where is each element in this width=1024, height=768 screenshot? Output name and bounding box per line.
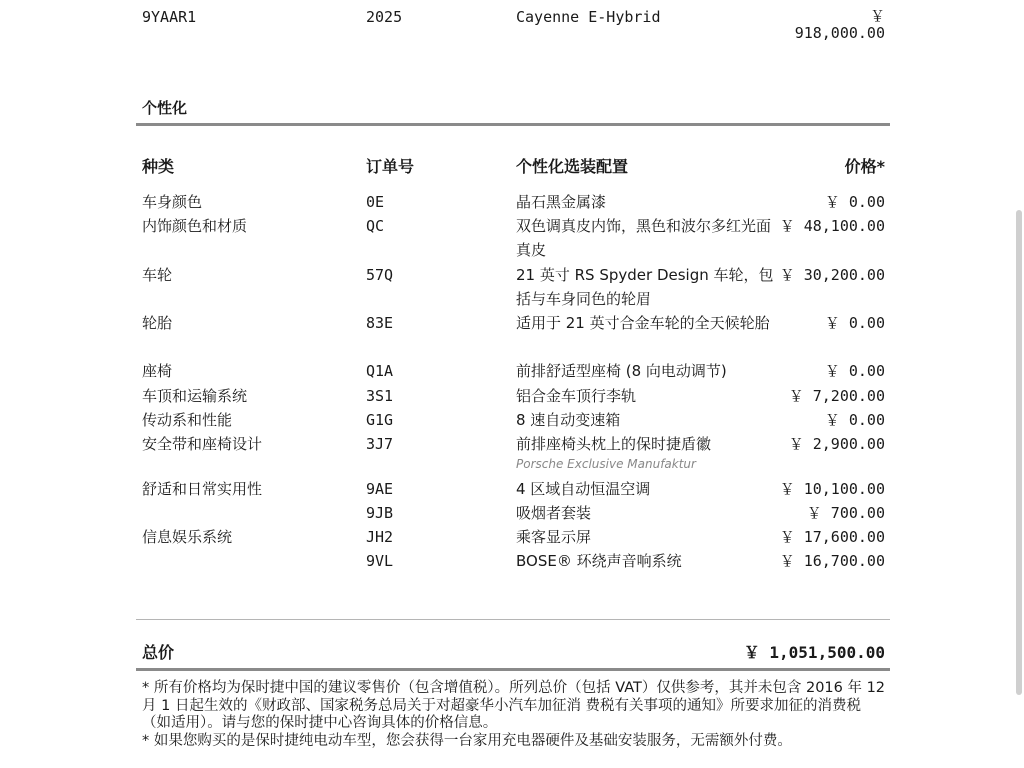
option-config (516, 432, 774, 472)
option-type: 座椅 (142, 362, 173, 380)
option-type: 车轮 (142, 266, 173, 284)
option-price: ￥ 16,700.00 (779, 552, 885, 570)
option-code: 0E (366, 193, 385, 211)
option-config-subtext: Porsche Exclusive Manufaktur (516, 457, 696, 471)
option-code: 57Q (366, 266, 394, 284)
option-type: 安全带和座椅设计 (142, 435, 263, 453)
section-divider (136, 123, 890, 126)
model-name: Cayenne E-Hybrid (516, 8, 661, 26)
option-type: 舒适和日常实用性 (142, 480, 263, 498)
option-config: 8 速自动变速箱 (516, 411, 621, 429)
option-config: 吸烟者套装 (516, 504, 592, 522)
section-title: 个性化 (142, 99, 188, 117)
option-type: 内饰颜色和材质 (142, 217, 248, 235)
currency-symbol: ￥ (869, 7, 885, 25)
model-year: 2025 (366, 8, 403, 26)
option-code: 3J7 (366, 435, 394, 453)
option-price: ￥ 0.00 (824, 362, 885, 380)
option-config: 双色调真皮内饰，黑色和波尔多红光面真皮 (516, 217, 772, 259)
option-price: ￥ 0.00 (824, 411, 885, 429)
option-price: ￥ 700.00 (806, 504, 885, 522)
option-config: 晶石黑金属漆 (516, 193, 607, 211)
option-type: 车顶和运输系统 (142, 387, 248, 405)
option-type: 轮胎 (142, 314, 173, 332)
option-config: 4 区域自动恒温空调 (516, 480, 651, 498)
column-header-type: 种类 (142, 157, 175, 176)
option-code: Q1A (366, 362, 394, 380)
total-bottom-divider (136, 668, 890, 671)
option-code: JH2 (366, 528, 394, 546)
column-header-price: 价格* (844, 157, 885, 176)
option-code: G1G (366, 411, 394, 429)
option-price: ￥ 17,600.00 (779, 528, 885, 546)
total-top-divider (136, 619, 890, 620)
footnote: * 如果您购买的是保时捷纯电动车型，您会获得一台家用充电器硬件及基础安装服务，无需额外付费。 (142, 732, 792, 749)
footnotes (142, 680, 890, 750)
option-price: ￥ 30,200.00 (779, 266, 885, 284)
option-config: 乘客显示屏 (516, 528, 592, 546)
column-header-config: 个性化选装配置 (516, 157, 629, 176)
option-price: ￥ 10,100.00 (779, 480, 885, 498)
model-code: 9YAAR1 (142, 8, 197, 26)
option-config: 适用于 21 英寸合金车轮的全天候轮胎 (516, 314, 770, 332)
option-code: 83E (366, 314, 394, 332)
total-label: 总价 (142, 643, 175, 662)
option-config: 前排舒适型座椅 (8 向电动调节) (516, 362, 727, 380)
option-config: BOSE® 环绕声音响系统 (516, 552, 682, 570)
model-price-value: 918,000.00 (794, 24, 885, 42)
option-type: 车身颜色 (142, 193, 203, 211)
footnote: * 所有价格均为保时捷中国的建议零售价（包含增值税）。所列总价（包括 VAT）仅供参考，其并未包含 2016 年 12 月 1 日起生效的《财政部、国家税务总局关于对超豪华小汽车加征消 费税有关事项的通知》所要求加征的消费税（如适用）。请与您的保时捷中心咨询具体的价格信息。 (142, 680, 886, 731)
option-code: 3S1 (366, 387, 394, 405)
option-code: 9AE (366, 480, 394, 498)
option-type: 信息娱乐系统 (142, 528, 233, 546)
option-price: ￥ 7,200.00 (788, 387, 885, 405)
option-price: ￥ 48,100.00 (779, 217, 885, 235)
scrollbar[interactable] (1016, 210, 1022, 695)
model-price (795, 8, 885, 42)
column-header-code: 订单号 (366, 157, 415, 176)
option-code: 9JB (366, 504, 394, 522)
option-code: QC (366, 217, 385, 235)
option-config-text: 前排座椅头枕上的保时捷盾徽 (516, 435, 712, 453)
total-price: ￥ 1,051,500.00 (743, 643, 885, 662)
option-type: 传动系和性能 (142, 411, 233, 429)
option-price: ￥ 2,900.00 (788, 435, 885, 453)
option-config: 21 英寸 RS Spyder Design 车轮，包括与车身同色的轮眉 (516, 266, 774, 308)
option-price: ￥ 0.00 (824, 193, 885, 211)
option-config: 铝合金车顶行李轨 (516, 387, 637, 405)
option-code: 9VL (366, 552, 394, 570)
option-price: ￥ 0.00 (824, 314, 885, 332)
